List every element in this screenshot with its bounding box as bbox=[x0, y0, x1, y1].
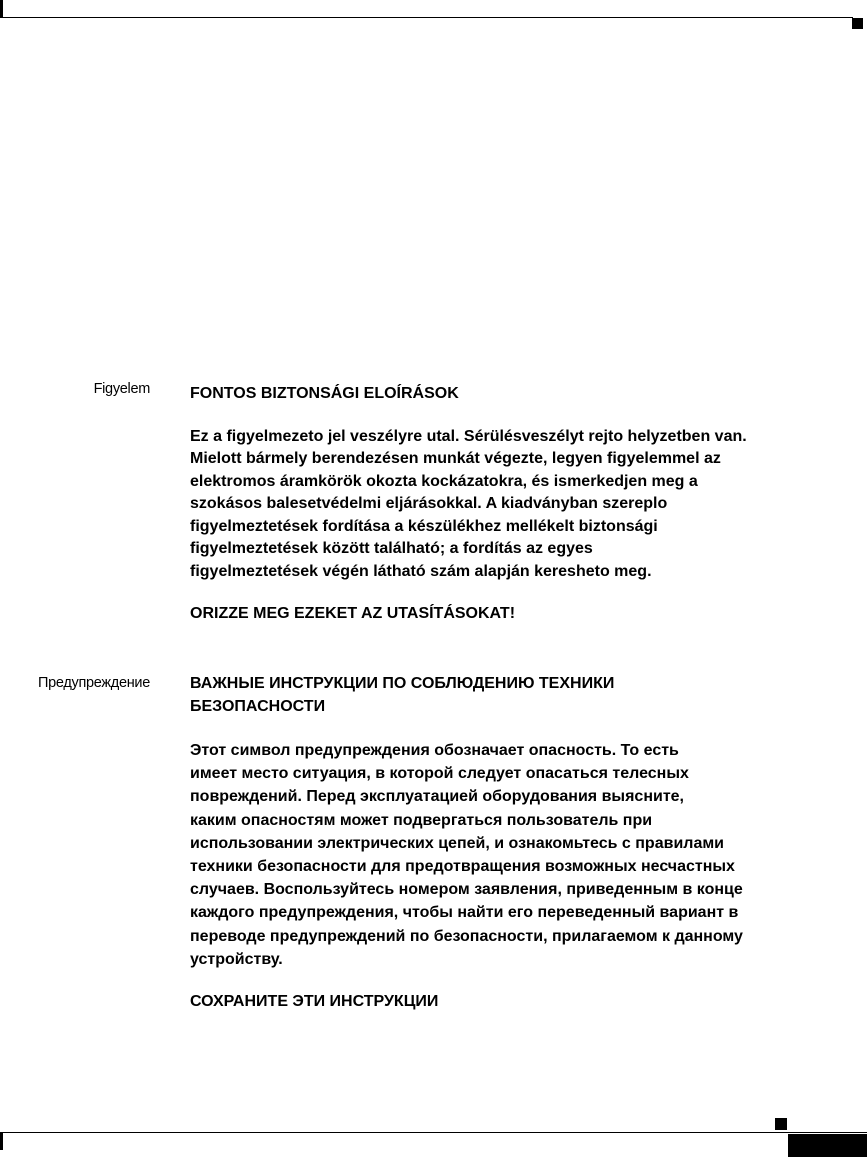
warning-content bbox=[190, 383, 862, 626]
warning-paragraph bbox=[190, 426, 862, 584]
bottom-rule bbox=[0, 1132, 867, 1133]
bottom-left-corner-mark bbox=[0, 1132, 3, 1150]
paragraph-line: figyelmeztetések fordítása a készülékhez mellékelt biztonsági bbox=[190, 517, 658, 535]
paragraph-line: Этот символ предупреждения обозначает опасность. То есть bbox=[190, 742, 679, 759]
warning-closing: ORIZZE MEG EZEKET AZ UTASÍTÁSOKAT! bbox=[190, 605, 516, 622]
paragraph-line: Mielott bármely berendezésen munkát végezte, legyen figyelemmel az bbox=[190, 450, 721, 467]
warning-heading bbox=[190, 673, 862, 718]
bottom-corner-block bbox=[775, 1118, 787, 1130]
paragraph-line: техники безопасности для предотвращения возможных несчастных bbox=[190, 858, 735, 876]
paragraph-line: szokásos balesetvédelmi eljárásokkal. A kiadványban szereplo bbox=[190, 495, 668, 512]
warning-paragraph bbox=[190, 739, 862, 971]
warning-closing: СОХРАНИТЕ ЭТИ ИНСТРУКЦИИ bbox=[190, 993, 439, 1011]
paragraph-line: каким опасностям может подвергаться пользователь при bbox=[190, 811, 653, 829]
paragraph-line: использовании электрических цепей, и ознакомьтесь с правилами bbox=[190, 834, 725, 852]
heading-line: БЕЗОПАСНОСТИ bbox=[190, 697, 326, 715]
paragraph-line: figyelmeztetések között található; a fordítás az egyes bbox=[190, 540, 593, 557]
paragraph-line: figyelmeztetések végén látható szám alapján keresheto meg. bbox=[190, 562, 652, 580]
top-right-corner-block bbox=[852, 18, 863, 29]
paragraph-line: случаев. Воспользуйтесь номером заявления, приведенным в конце bbox=[190, 881, 743, 899]
paragraph-line: Ez a figyelmezeto jel veszélyre utal. Sérülésveszélyt rejto helyzetben van. bbox=[190, 427, 747, 445]
top-left-corner-mark bbox=[0, 0, 3, 18]
page-number-tab bbox=[788, 1134, 867, 1157]
heading-line: ВАЖНЫЕ ИНСТРУКЦИИ ПО СОБЛЮДЕНИЮ ТЕХНИКИ bbox=[190, 675, 615, 692]
paragraph-line: каждого предупреждения, чтобы найти его переведенный вариант в bbox=[190, 904, 739, 922]
top-rule bbox=[0, 17, 853, 18]
paragraph-line: переводе предупреждений по безопасности, прилагаемом к данному bbox=[190, 927, 743, 945]
warning-content bbox=[190, 673, 862, 1014]
warning-label: Figyelem bbox=[93, 381, 150, 397]
warning-label: Предупреждение bbox=[38, 675, 150, 691]
paragraph-line: elektromos áramkörök okozta kockázatokra, és ismerkedjen meg a bbox=[190, 472, 698, 490]
warning-heading: FONTOS BIZTONSÁGI ELOÍRÁSOK bbox=[190, 385, 459, 402]
paragraph-line: имеет место ситуация, в которой следует опасаться телесных bbox=[190, 765, 689, 783]
paragraph-line: устройству. bbox=[190, 950, 283, 968]
paragraph-line: повреждений. Перед эксплуатацией оборудования выясните, bbox=[190, 788, 684, 806]
